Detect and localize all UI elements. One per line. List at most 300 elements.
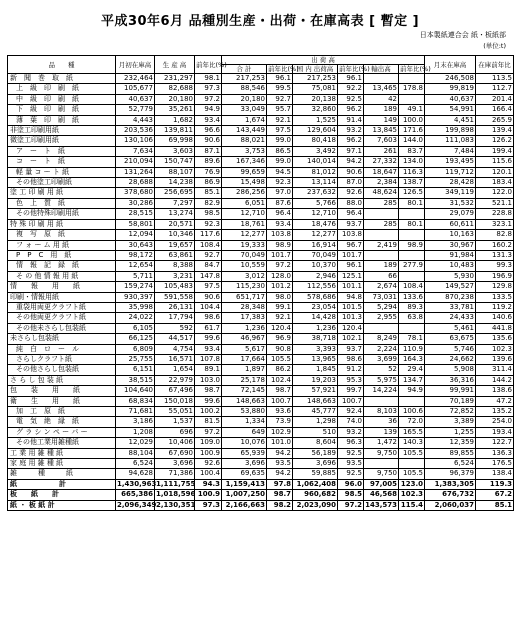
header-total-ratio: 前年比(%) bbox=[268, 65, 299, 73]
table-cell: 126.2 bbox=[476, 136, 514, 146]
table-cell: 17,664 bbox=[222, 354, 267, 364]
table-cell: 140.3 bbox=[399, 438, 425, 448]
table-cell: 1,208 bbox=[116, 427, 155, 437]
table-row bbox=[8, 157, 514, 167]
table-cell: 94,628 bbox=[116, 469, 155, 479]
header-shipments: 出 荷 高 bbox=[222, 56, 425, 65]
table-cell: 97.2 bbox=[267, 261, 293, 271]
table-cell: 4,443 bbox=[116, 115, 155, 125]
table-cell: 591,558 bbox=[155, 292, 195, 302]
table-cell: 2,130,351 bbox=[156, 500, 196, 509]
table-cell: 7,297 bbox=[155, 198, 195, 208]
table-cell: 193,495 bbox=[425, 157, 476, 167]
table-cell bbox=[364, 209, 399, 219]
table-cell: 12,094 bbox=[116, 230, 155, 240]
table-cell: 3,696 bbox=[293, 459, 338, 469]
row-label: 重袋用両更クラフト紙 bbox=[8, 302, 116, 312]
table-cell: 92.6 bbox=[195, 459, 222, 469]
table-cell: 93.5 bbox=[338, 459, 364, 469]
row-label: さ ら し 包 装 紙 bbox=[8, 375, 116, 385]
header-month-end-stock: 月末在庫高 bbox=[425, 56, 476, 74]
table-cell: 97.2 bbox=[195, 94, 222, 104]
table-cell: 67.2 bbox=[476, 490, 514, 500]
table-cell: 22,979 bbox=[155, 375, 195, 385]
table-cell: 115,230 bbox=[222, 282, 267, 292]
table-cell: 89.6 bbox=[195, 157, 222, 167]
table-cell: 6,524 bbox=[116, 459, 155, 469]
table-cell: 92.7 bbox=[267, 94, 293, 104]
table-cell: 20,180 bbox=[155, 94, 195, 104]
row-label: その他塗工印刷紙 bbox=[8, 178, 116, 188]
table-row bbox=[8, 219, 514, 229]
row-label: 塗 工 印 刷 用 紙 bbox=[8, 188, 116, 198]
table-cell: 232,464 bbox=[116, 74, 155, 84]
table-cell: 103.8 bbox=[338, 230, 364, 240]
table-cell: 16,914 bbox=[293, 240, 338, 250]
header-hinshu: 品 種 bbox=[8, 56, 116, 74]
table-cell: 28,348 bbox=[222, 302, 267, 312]
table-cell: 49.1 bbox=[399, 105, 425, 115]
table-cell: 261 bbox=[364, 146, 399, 156]
table-cell: 102.4 bbox=[267, 375, 293, 385]
table-cell: 246,508 bbox=[425, 74, 476, 84]
table-cell: 2,384 bbox=[364, 178, 399, 188]
table-cell: 96.9 bbox=[267, 334, 293, 344]
table-cell: 98.5 bbox=[338, 490, 364, 500]
table-cell: 67,496 bbox=[155, 386, 195, 396]
table-cell: 277.9 bbox=[399, 261, 425, 271]
row-label: 微塗工印刷用紙 bbox=[8, 136, 116, 146]
table-cell: 119,712 bbox=[425, 167, 476, 177]
table-cell: 13,274 bbox=[155, 209, 195, 219]
table-cell: 1,537 bbox=[155, 417, 195, 427]
table-cell: 53,880 bbox=[222, 407, 267, 417]
table-cell: 54,991 bbox=[425, 105, 476, 115]
table-cell: 35,261 bbox=[155, 105, 195, 115]
table-cell: 100.7 bbox=[338, 396, 364, 406]
table-cell: 139.6 bbox=[476, 354, 514, 364]
table-cell: 217,253 bbox=[222, 74, 267, 84]
table-cell: 138.6 bbox=[476, 386, 514, 396]
table-cell: 217,253 bbox=[293, 74, 338, 84]
table-cell: 46,568 bbox=[364, 490, 399, 500]
table-cell: 33,049 bbox=[222, 105, 267, 115]
table-cell bbox=[399, 230, 425, 240]
table-cell: 98.5 bbox=[195, 209, 222, 219]
table-cell: 1,472 bbox=[364, 438, 399, 448]
table-cell: 44,517 bbox=[155, 334, 195, 344]
table-row bbox=[8, 375, 514, 385]
table-cell: 96.3 bbox=[338, 438, 364, 448]
row-label: そ の 他 情 報 用 紙 bbox=[8, 271, 116, 281]
table-cell: 3,753 bbox=[222, 146, 267, 156]
table-cell: 96.7 bbox=[338, 240, 364, 250]
table-cell: 254.0 bbox=[476, 417, 514, 427]
table-cell: 130,106 bbox=[116, 136, 155, 146]
table-cell: 176.5 bbox=[476, 459, 514, 469]
table-row bbox=[8, 271, 514, 281]
table-cell: 27,332 bbox=[364, 157, 399, 167]
table-cell: 100.9 bbox=[195, 448, 222, 458]
table-cell: 3,696 bbox=[155, 459, 195, 469]
table-cell: 58,801 bbox=[116, 219, 155, 229]
table-cell: 80.1 bbox=[399, 219, 425, 229]
table-cell: 16,571 bbox=[155, 354, 195, 364]
table-cell: 75,081 bbox=[293, 84, 338, 94]
table-cell: 8,249 bbox=[364, 334, 399, 344]
row-label: 情 報 記 録 紙 bbox=[8, 261, 116, 271]
table-cell: 28,428 bbox=[425, 178, 476, 188]
table-cell: 286,256 bbox=[222, 188, 267, 198]
table-cell: 97.2 bbox=[338, 500, 364, 510]
table-cell: 97.8 bbox=[267, 479, 293, 489]
table-cell: 1,255 bbox=[425, 427, 476, 437]
header-domestic: 国 内 出荷高 bbox=[293, 65, 338, 74]
table-row bbox=[8, 126, 514, 136]
table-cell: 97.0 bbox=[267, 188, 293, 198]
row-label: 包 装 用 紙 bbox=[8, 386, 116, 396]
table-cell: 1,654 bbox=[155, 365, 195, 375]
table-cell: 96.2 bbox=[338, 136, 364, 146]
table-cell: 5,617 bbox=[222, 344, 267, 354]
row-label: その他未さらし包装紙 bbox=[8, 323, 116, 333]
table-cell bbox=[399, 250, 425, 260]
table-cell: 189 bbox=[364, 105, 399, 115]
table-cell: 56,189 bbox=[293, 448, 338, 458]
table-cell: 89,855 bbox=[425, 448, 476, 458]
table-cell: 93.5 bbox=[267, 459, 293, 469]
table-cell: 1,897 bbox=[222, 365, 267, 375]
table-cell: 92.6 bbox=[338, 188, 364, 198]
table-cell: 651,717 bbox=[222, 292, 267, 302]
table-cell: 111,083 bbox=[425, 136, 476, 146]
table-cell: 94.9 bbox=[399, 386, 425, 396]
table-row bbox=[8, 136, 514, 146]
table-cell: 86.5 bbox=[267, 146, 293, 156]
table-cell: 101.5 bbox=[338, 302, 364, 312]
table-cell: 285 bbox=[364, 198, 399, 208]
table-cell: 6,151 bbox=[116, 365, 155, 375]
table-cell: 8,103 bbox=[364, 407, 399, 417]
table-cell: 349,119 bbox=[425, 188, 476, 198]
row-label: 上 級 印 刷 紙 bbox=[8, 84, 116, 94]
table-cell: 102.3 bbox=[476, 344, 514, 354]
table-cell: 10,346 bbox=[155, 230, 195, 240]
table-cell: 99.6 bbox=[195, 334, 222, 344]
table-row bbox=[8, 448, 514, 458]
table-cell: 203,536 bbox=[116, 126, 155, 136]
table-cell: 256,695 bbox=[155, 188, 195, 198]
table-cell: 94.3 bbox=[195, 479, 222, 489]
table-cell: 285 bbox=[364, 219, 399, 229]
table-cell: 97.2 bbox=[195, 427, 222, 437]
table-cell: 870,238 bbox=[425, 292, 476, 302]
table-cell: 105,483 bbox=[155, 282, 195, 292]
table-cell: 10,076 bbox=[222, 438, 267, 448]
table-cell: 72.0 bbox=[399, 417, 425, 427]
table-cell: 13,965 bbox=[293, 354, 338, 364]
table-cell: 96,379 bbox=[425, 469, 476, 479]
table-cell: 13,465 bbox=[364, 84, 399, 94]
table-cell: 1,298 bbox=[293, 417, 338, 427]
table-cell: 14,238 bbox=[155, 178, 195, 188]
row-label: ア ー ト 紙 bbox=[8, 146, 116, 156]
table-cell: 105.5 bbox=[267, 354, 293, 364]
table-cell: 24,433 bbox=[425, 313, 476, 323]
table-row bbox=[8, 94, 514, 104]
table-cell: 6,051 bbox=[222, 198, 267, 208]
table-cell: 98.6 bbox=[338, 354, 364, 364]
table-cell: 196.9 bbox=[476, 271, 514, 281]
table-cell: 38,515 bbox=[116, 375, 155, 385]
unit-label: (単位:t) bbox=[483, 42, 506, 50]
table-cell: 28,515 bbox=[116, 209, 155, 219]
table-cell: 46,967 bbox=[222, 334, 267, 344]
table-cell: 95.3 bbox=[338, 375, 364, 385]
table-cell: 96.0 bbox=[338, 479, 364, 489]
table-cell: 98.1 bbox=[195, 74, 222, 84]
table-cell: 86.9 bbox=[195, 178, 222, 188]
table-cell: 88,107 bbox=[155, 167, 195, 177]
table-cell: 105.5 bbox=[399, 469, 425, 479]
report-title: 平成30年6月 品種別生産・出荷・在庫高表 [ 暫定 ] bbox=[100, 14, 420, 29]
table-cell: 112.7 bbox=[476, 84, 514, 94]
table-cell: 5,461 bbox=[425, 323, 476, 333]
table-cell: 20,180 bbox=[222, 94, 267, 104]
table-cell bbox=[364, 74, 399, 84]
table-cell: 97.3 bbox=[195, 84, 222, 94]
table-cell: 98.9 bbox=[399, 240, 425, 250]
table-cell: 5,975 bbox=[364, 375, 399, 385]
table-cell: 105.5 bbox=[399, 448, 425, 458]
table-cell: 5,766 bbox=[293, 198, 338, 208]
row-label: フ ォ ー ム 用 紙 bbox=[8, 240, 116, 250]
table-cell: 76.9 bbox=[195, 167, 222, 177]
table-row bbox=[8, 354, 514, 364]
table-cell: 116.3 bbox=[399, 167, 425, 177]
header-row-1 bbox=[8, 56, 514, 65]
table-row bbox=[8, 396, 514, 406]
header-export-ratio: 前年比(%) bbox=[400, 65, 431, 73]
table-cell: 7,634 bbox=[116, 146, 155, 156]
table-cell: 66 bbox=[364, 271, 399, 281]
table-cell: 10,483 bbox=[425, 261, 476, 271]
table-cell: 150,018 bbox=[155, 396, 195, 406]
table-cell: 665,386 bbox=[116, 490, 155, 500]
table-cell: 65,939 bbox=[222, 448, 267, 458]
table-cell: 1,525 bbox=[293, 115, 338, 125]
table-cell: 99.7 bbox=[338, 386, 364, 396]
table-cell: 165.5 bbox=[399, 427, 425, 437]
table-cell: 96.4 bbox=[267, 209, 293, 219]
table-cell: 3,603 bbox=[155, 146, 195, 156]
table-cell: 99,819 bbox=[425, 84, 476, 94]
table-cell: 17,794 bbox=[155, 313, 195, 323]
table-cell: 378,680 bbox=[116, 188, 155, 198]
row-label: その他工業用雑種紙 bbox=[8, 438, 116, 448]
row-label: グ ラ シ ン ペ ー パ ー bbox=[8, 427, 116, 437]
table-cell: 84.7 bbox=[195, 261, 222, 271]
table-row bbox=[8, 417, 514, 427]
row-label: コ ー ト 紙 bbox=[8, 157, 116, 167]
table-cell: 99.3 bbox=[476, 261, 514, 271]
table-cell: 2,674 bbox=[364, 282, 399, 292]
table-cell: 3,492 bbox=[293, 146, 338, 156]
row-label: 複 写 原 紙 bbox=[8, 230, 116, 240]
table-cell: 122.0 bbox=[476, 188, 514, 198]
row-label: 印刷・情報用紙 bbox=[8, 292, 116, 302]
table-cell: 92.1 bbox=[267, 313, 293, 323]
table-cell: 5,930 bbox=[425, 271, 476, 281]
row-label: P P C 用 紙 bbox=[8, 250, 116, 260]
table-cell: 99,659 bbox=[222, 167, 267, 177]
table-cell: 649 bbox=[222, 427, 267, 437]
table-cell: 117.6 bbox=[195, 230, 222, 240]
table-cell: 87.0 bbox=[338, 178, 364, 188]
row-label: 下 級 印 刷 紙 bbox=[8, 105, 116, 115]
table-cell: 91.4 bbox=[338, 115, 364, 125]
table-cell: 28,688 bbox=[116, 178, 155, 188]
table-cell: 139 bbox=[364, 427, 399, 437]
table-cell: 102.9 bbox=[267, 427, 293, 437]
table-cell: 143,573 bbox=[365, 500, 397, 509]
table-cell: 87.6 bbox=[267, 198, 293, 208]
table-cell: 100.7 bbox=[267, 396, 293, 406]
table-row bbox=[8, 407, 514, 417]
table-cell: 6,809 bbox=[116, 344, 155, 354]
table-cell: 61.7 bbox=[195, 323, 222, 333]
table-cell: 323.1 bbox=[476, 219, 514, 229]
table-cell: 83.7 bbox=[399, 146, 425, 156]
header-production: 生 産 高 bbox=[155, 56, 195, 74]
table-cell: 4,451 bbox=[425, 115, 476, 125]
table-cell: 237,632 bbox=[293, 188, 338, 198]
table-cell: 94.2 bbox=[338, 157, 364, 167]
table-cell: 95.7 bbox=[267, 105, 293, 115]
table-cell: 101.1 bbox=[338, 282, 364, 292]
table-cell: 89.1 bbox=[195, 365, 222, 375]
table-cell: 70,049 bbox=[293, 250, 338, 260]
table-cell: 19,333 bbox=[222, 240, 267, 250]
table-cell: 94.8 bbox=[338, 292, 364, 302]
table-cell: 149 bbox=[364, 115, 399, 125]
table-cell: 3,186 bbox=[116, 417, 155, 427]
table-cell: 189 bbox=[364, 261, 399, 271]
table-cell: 7,603 bbox=[364, 136, 399, 146]
row-label: 紙 計 bbox=[8, 479, 116, 489]
table-cell: 5,746 bbox=[425, 344, 476, 354]
table-cell: 2,955 bbox=[364, 313, 399, 323]
table-row bbox=[8, 479, 514, 489]
table-cell: 63.8 bbox=[399, 313, 425, 323]
table-cell: 93.7 bbox=[338, 344, 364, 354]
table-cell: 52,779 bbox=[116, 105, 155, 115]
table-cell: 1,430,963 bbox=[117, 479, 157, 488]
table-cell: 2,224 bbox=[364, 344, 399, 354]
table-cell: 138.4 bbox=[476, 469, 514, 479]
table-cell: 85.1 bbox=[195, 188, 222, 198]
table-cell: 20,138 bbox=[293, 94, 338, 104]
table-cell: 5,711 bbox=[116, 271, 155, 281]
table-row bbox=[8, 209, 514, 219]
table-cell: 14,428 bbox=[293, 313, 338, 323]
table-cell: 139,811 bbox=[155, 126, 195, 136]
table-cell: 119.3 bbox=[476, 479, 514, 489]
table-cell: 73.9 bbox=[267, 417, 293, 427]
table-cell: 135.2 bbox=[476, 407, 514, 417]
table-cell: 510 bbox=[293, 427, 338, 437]
table-cell: 8,604 bbox=[293, 438, 338, 448]
table-cell bbox=[399, 74, 425, 84]
table-cell: 88,104 bbox=[116, 448, 155, 458]
table-cell: 148,663 bbox=[293, 396, 338, 406]
table-cell: 12,277 bbox=[293, 230, 338, 240]
table-cell: 96.2 bbox=[338, 105, 364, 115]
table-cell: 88.0 bbox=[338, 198, 364, 208]
table-cell: 139.4 bbox=[476, 126, 514, 136]
row-label: 非塗工印刷用紙 bbox=[8, 126, 116, 136]
table-cell: 36,316 bbox=[425, 375, 476, 385]
table-cell: 140.6 bbox=[476, 313, 514, 323]
table-cell: 57,921 bbox=[293, 386, 338, 396]
table-cell: 19,203 bbox=[293, 375, 338, 385]
row-label: 特 殊 印 刷 用 紙 bbox=[8, 219, 116, 229]
table-cell: 5,294 bbox=[364, 302, 399, 312]
row-label: 未さらし包装紙 bbox=[8, 334, 116, 344]
table-cell: 115.6 bbox=[476, 157, 514, 167]
row-label: 衛 生 用 紙 bbox=[8, 396, 116, 406]
header-stock-ratio: 在庫前年比 bbox=[476, 56, 514, 74]
table-cell: 3,231 bbox=[155, 271, 195, 281]
table-cell: 228.8 bbox=[476, 209, 514, 219]
table-cell: 25,178 bbox=[222, 375, 267, 385]
row-label: 雑 種 紙 bbox=[8, 469, 116, 479]
table-cell: 92.2 bbox=[338, 84, 364, 94]
table-cell: 102.3 bbox=[399, 490, 425, 500]
table-cell: 3,012 bbox=[222, 271, 267, 281]
table-cell: 98.2 bbox=[267, 500, 293, 510]
table-cell: 521.1 bbox=[476, 198, 514, 208]
table-cell: 592 bbox=[155, 323, 195, 333]
table-cell: 10,370 bbox=[293, 261, 338, 271]
row-label: 電 気 絶 縁 紙 bbox=[8, 417, 116, 427]
table-cell: 29.4 bbox=[399, 365, 425, 375]
table-cell: 104,640 bbox=[116, 386, 155, 396]
table-cell: 144.0 bbox=[399, 136, 425, 146]
table-cell bbox=[364, 250, 399, 260]
header-total: 合 計 bbox=[222, 65, 267, 74]
header-domestic-ratio: 前年比(%) bbox=[339, 65, 370, 73]
table-cell: 31,532 bbox=[425, 198, 476, 208]
table-cell: 1,007,250 bbox=[222, 490, 267, 500]
table-cell: 98.9 bbox=[267, 240, 293, 250]
table-cell: 92.5 bbox=[338, 94, 364, 104]
table-cell: 38,718 bbox=[293, 334, 338, 344]
table-cell: 70,049 bbox=[222, 250, 267, 260]
table-row bbox=[8, 438, 514, 448]
row-label: さらしクラフト紙 bbox=[8, 354, 116, 364]
table-cell: 96.4 bbox=[338, 209, 364, 219]
table-cell: 14,224 bbox=[364, 386, 399, 396]
table-cell: 36 bbox=[364, 417, 399, 427]
table-cell: 10,163 bbox=[425, 230, 476, 240]
table-cell: 73,031 bbox=[364, 292, 399, 302]
table-cell: 48,624 bbox=[364, 188, 399, 198]
table-cell: 120.1 bbox=[476, 167, 514, 177]
table-cell: 82.8 bbox=[476, 230, 514, 240]
table-row bbox=[8, 250, 514, 260]
table-cell: 164.3 bbox=[399, 354, 425, 364]
